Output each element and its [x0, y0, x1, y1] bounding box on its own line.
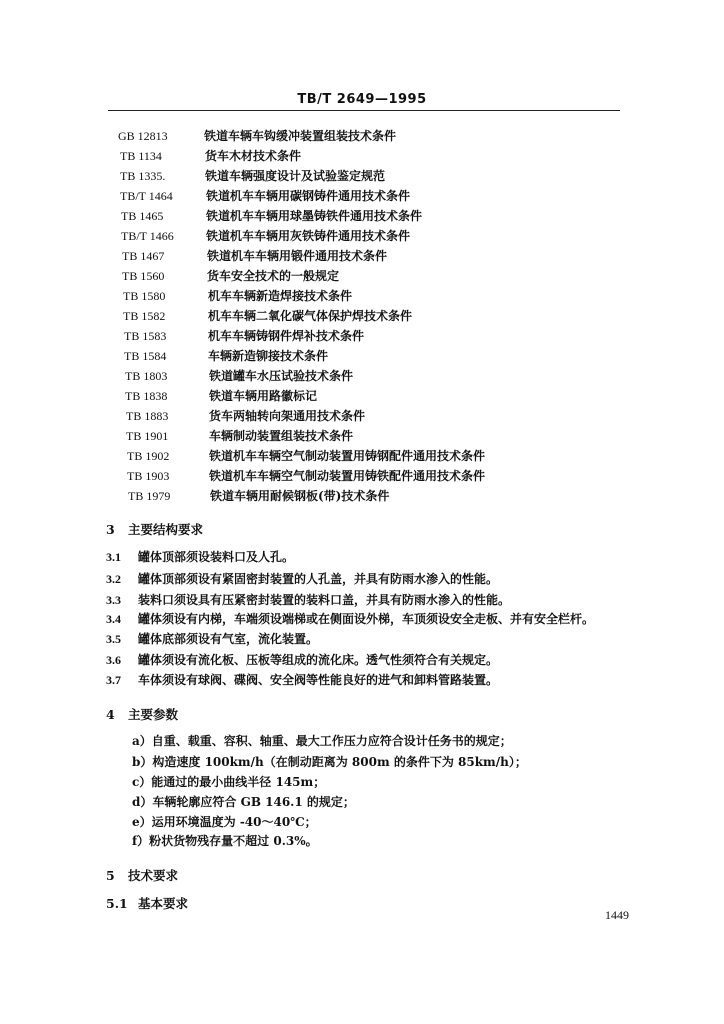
- standard-title: 铁道机车车辆用球墨铸铁件通用技术条件: [206, 209, 423, 223]
- standard-code: TB 1335.: [120, 169, 166, 183]
- standard-row: [0, 466, 724, 486]
- parameter-item: b）构造速度 100km/h（在制动距离为 800m 的条件下为 85km/h）；: [132, 755, 527, 769]
- standard-title: 铁道机车车辆用灰铁铸件通用技术条件: [206, 229, 411, 243]
- standard-row: [0, 246, 724, 266]
- standard-row: [0, 206, 724, 226]
- clause-item: [106, 630, 318, 647]
- section-5-heading: [106, 866, 178, 884]
- clause-text: 罐体顶部须设有紧固密封装置的人孔盖，并具有防雨水渗入的性能。: [138, 572, 499, 586]
- section-5-1-heading: [106, 894, 188, 912]
- clause-item: [106, 610, 594, 627]
- standard-code: GB 12813: [118, 129, 168, 143]
- standard-row: [0, 446, 724, 466]
- section-title: 基本要求: [138, 896, 189, 911]
- standard-row: [0, 146, 724, 166]
- section-4-heading: [106, 705, 178, 723]
- standard-title: 货车安全技术的一般规定: [207, 269, 340, 283]
- standard-code: TB 1838: [125, 389, 168, 403]
- clause-item: [106, 591, 510, 608]
- standard-title: 车辆新造铆接技术条件: [208, 349, 329, 363]
- standard-code: TB/T 1466: [121, 229, 174, 243]
- standard-row: [0, 126, 724, 146]
- standard-row: [0, 326, 724, 346]
- standard-title: 货车两轴转向架通用技术条件: [209, 409, 366, 423]
- standard-row: [0, 226, 724, 246]
- section-3-heading: [106, 520, 203, 538]
- standard-code: TB 1465: [121, 209, 164, 223]
- standard-row: [0, 186, 724, 206]
- standard-code: TB 1134: [120, 149, 162, 163]
- page-header: TB/T 2649—1995: [297, 92, 427, 107]
- clause-text: 车体须设有球阀、碟阀、安全阀等性能良好的进气和卸料管路装置。: [138, 673, 499, 687]
- clause-number: 3.4: [106, 612, 121, 626]
- standard-code: TB 1901: [126, 429, 169, 443]
- clause-item: [106, 570, 498, 587]
- clause-text: 罐体顶部须设装料口及人孔。: [138, 550, 295, 564]
- section-title: 主要结构要求: [128, 522, 204, 537]
- standard-title: 铁道罐车水压试验技术条件: [209, 369, 354, 383]
- parameter-item: a）自重、载重、容积、轴重、最大工作压力应符合设计任务书的规定；: [132, 734, 512, 748]
- standard-code: TB 1583: [124, 329, 167, 343]
- section-title: 主要参数: [128, 707, 179, 722]
- standard-row: [0, 486, 724, 506]
- clause-item: [106, 548, 294, 565]
- standard-code: TB 1560: [122, 269, 165, 283]
- standard-title: 铁道机车车辆用锻件通用技术条件: [207, 249, 388, 263]
- standard-row: [0, 266, 724, 286]
- parameter-item: c）能通过的最小曲线半径 145m；: [132, 775, 326, 789]
- clause-item: [106, 671, 498, 688]
- parameter-item: d）车辆轮廓应符合 GB 146.1 的规定；: [132, 795, 355, 809]
- parameter-item: e）运用环境温度为 -40～40℃；: [132, 815, 317, 829]
- header-rule: [108, 110, 620, 111]
- clause-number: 3.6: [106, 653, 121, 667]
- standard-row: [0, 366, 724, 386]
- standard-code: TB/T 1464: [120, 189, 173, 203]
- standard-code: TB 1584: [124, 349, 167, 363]
- clause-number: 3.1: [106, 550, 121, 564]
- standard-code: TB 1979: [128, 489, 171, 503]
- standard-code: TB 1902: [127, 449, 170, 463]
- section-title: 技术要求: [128, 868, 179, 883]
- standard-code: TB 1883: [126, 409, 169, 423]
- standard-row: [0, 346, 724, 366]
- section-number: 5.1: [106, 896, 128, 911]
- clause-text: 罐体底部须设有气室，流化装置。: [138, 632, 319, 646]
- section-number: 4: [106, 707, 115, 722]
- clause-text: 装料口须设具有压紧密封装置的装料口盖，并具有防雨水渗入的性能。: [138, 593, 511, 607]
- standard-row: [0, 166, 724, 186]
- standard-title: 铁道机车车辆用碳钢铸件通用技术条件: [206, 189, 411, 203]
- standard-code: TB 1580: [123, 289, 166, 303]
- standard-row: [0, 386, 724, 406]
- standard-title: 铁道车辆强度设计及试验鉴定规范: [205, 169, 386, 183]
- clause-number: 3.7: [106, 673, 121, 687]
- standard-title: 铁道车辆用路徽标记: [209, 389, 318, 403]
- standard-title: 铁道车辆车钩缓冲装置组装技术条件: [204, 129, 397, 143]
- section-number: 5: [106, 868, 115, 883]
- page-number: 1449: [605, 908, 629, 922]
- standard-code: TB 1582: [123, 309, 166, 323]
- standard-title: 铁道机车车辆空气制动装置用铸铁配件通用技术条件: [209, 469, 486, 483]
- standard-row: [0, 306, 724, 326]
- standard-title: 铁道车辆用耐候钢板(带)技术条件: [210, 489, 390, 503]
- standard-row: [0, 426, 724, 446]
- standard-row: [0, 286, 724, 306]
- clause-text: 罐体须设有流化板、压板等组成的流化床。透气性须符合有关规定。: [138, 653, 499, 667]
- standard-title: 机车车辆铸钢件焊补技术条件: [208, 329, 365, 343]
- standard-title: 机车车辆二氧化碳气体保护焊技术条件: [208, 309, 413, 323]
- section-number: 3: [106, 522, 115, 537]
- standard-row: [0, 406, 724, 426]
- clause-number: 3.2: [106, 572, 121, 586]
- clause-number: 3.3: [106, 593, 121, 607]
- standard-title: 车辆制动装置组装技术条件: [209, 429, 354, 443]
- standard-title: 货车木材技术条件: [205, 149, 302, 163]
- clause-item: [106, 651, 498, 668]
- standard-code: TB 1467: [122, 249, 165, 263]
- standard-code: TB 1903: [127, 469, 170, 483]
- clause-number: 3.5: [106, 632, 121, 646]
- clause-text: 罐体须设有内梯，车端须设端梯或在侧面设外梯，车顶须设安全走板、并有安全栏杆。: [138, 612, 595, 626]
- standard-code: TB 1803: [125, 369, 168, 383]
- parameter-item: f）粉状货物残存量不超过 0.3%。: [132, 834, 318, 848]
- standard-title: 机车车辆新造焊接技术条件: [208, 289, 353, 303]
- standard-title: 铁道机车车辆空气制动装置用铸钢配件通用技术条件: [209, 449, 486, 463]
